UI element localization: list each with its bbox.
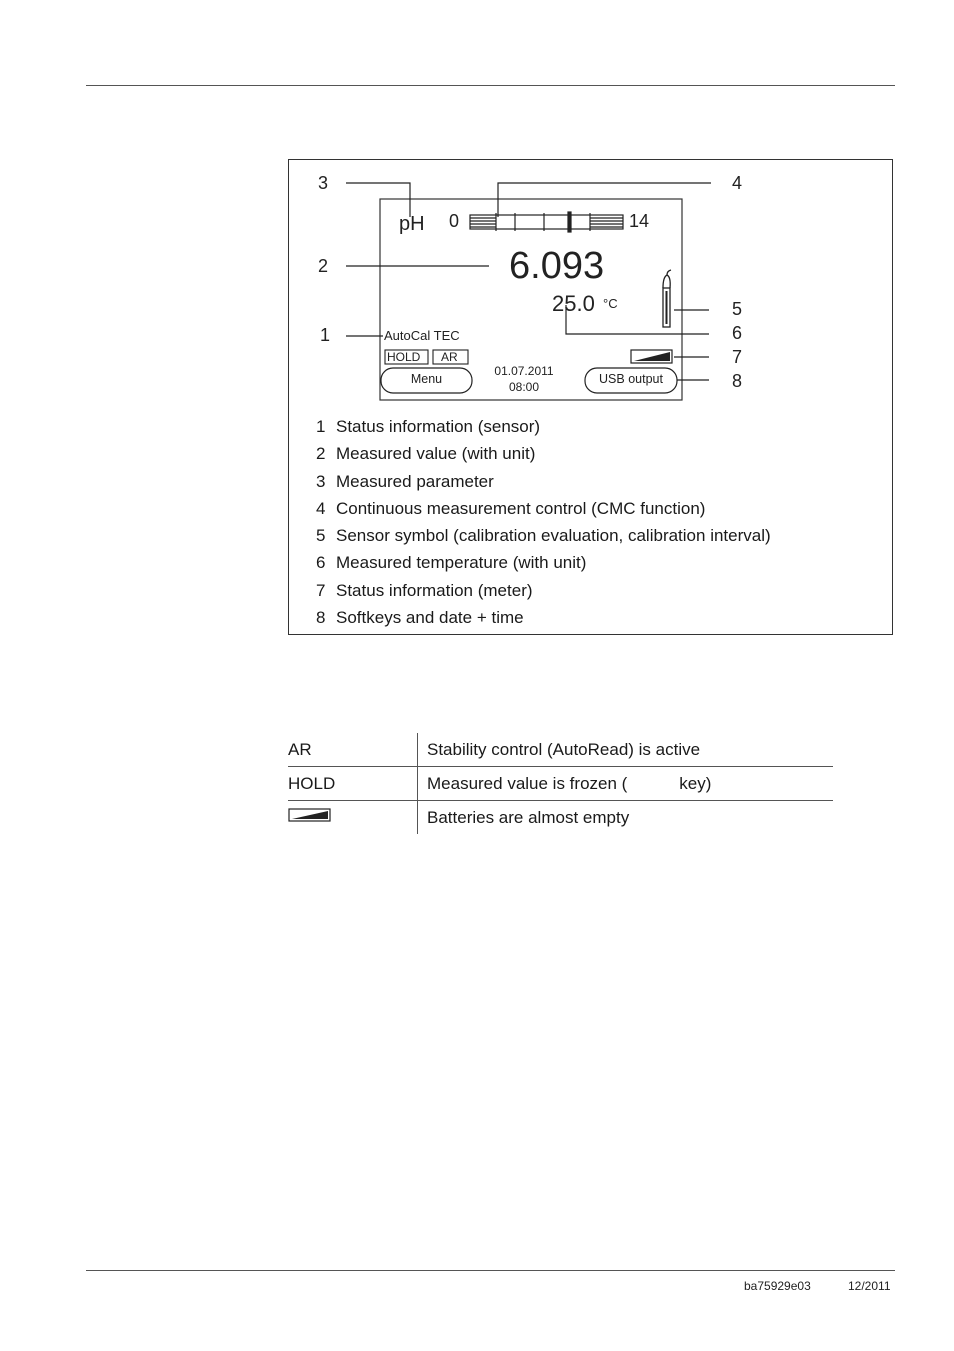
callout-6: 6 — [732, 323, 743, 343]
status-ar: AR — [441, 350, 458, 364]
legend-item: 4 Continuous measurement control (CMC function) — [316, 498, 706, 518]
status-key: HOLD — [288, 767, 418, 801]
status-hold: HOLD — [387, 350, 421, 364]
callout-4: 4 — [732, 173, 743, 193]
status-description: Stability control (AutoRead) is active — [427, 739, 701, 759]
legend-item: 8 Softkeys and date + time — [316, 608, 524, 628]
battery-low-icon — [288, 807, 332, 823]
top-rule — [86, 85, 895, 86]
callout-5: 5 — [732, 299, 743, 319]
callout-3: 3 — [318, 173, 329, 193]
legend-item: 1 Status information (sensor) — [316, 417, 541, 436]
callout-8: 8 — [732, 371, 743, 391]
measured-parameter: pH — [399, 213, 425, 235]
legend-item: 5 Sensor symbol (calibration evaluation, calibration interval) — [316, 526, 771, 546]
status-description: Batteries are almost empty — [418, 801, 834, 835]
status-indicator-table — [288, 733, 833, 834]
display-time: 08:00 — [508, 380, 540, 394]
legend-item: 3 Measured parameter — [316, 471, 494, 491]
footer-date: 12/2011 — [848, 1279, 891, 1293]
status-description: Measured value is frozen ( key) — [418, 767, 834, 801]
display-date: 01.07.2011 — [494, 364, 554, 378]
footer-doc-id: ba75929e03 — [744, 1279, 811, 1293]
status-key: AR — [288, 733, 418, 767]
cmc-value-marker — [568, 212, 571, 232]
legend-item: 7 Status information (meter) — [316, 580, 533, 600]
cmc-scale-min: 0 — [449, 211, 460, 231]
usb-output-softkey[interactable]: USB output — [599, 372, 663, 386]
temperature-unit: °C — [603, 296, 618, 311]
legend-item: 6 Measured temperature (with unit) — [316, 553, 587, 573]
callout-2: 2 — [318, 256, 329, 276]
bottom-rule — [86, 1270, 895, 1271]
table-row — [288, 801, 833, 835]
table-row — [288, 767, 833, 801]
cmc-scale-max: 14 — [629, 211, 650, 231]
callout-1: 1 — [320, 325, 331, 345]
figure-legend — [316, 415, 771, 633]
callout-7: 7 — [732, 347, 743, 367]
table-row — [288, 733, 833, 767]
status-key — [288, 801, 418, 835]
menu-softkey[interactable]: Menu — [410, 372, 443, 386]
temperature-value: 25.0 — [552, 291, 595, 316]
sensor-status: AutoCal TEC — [384, 328, 460, 343]
legend-item: 2 Measured value (with unit) — [316, 444, 536, 464]
measured-value: 6.093 — [509, 245, 605, 287]
